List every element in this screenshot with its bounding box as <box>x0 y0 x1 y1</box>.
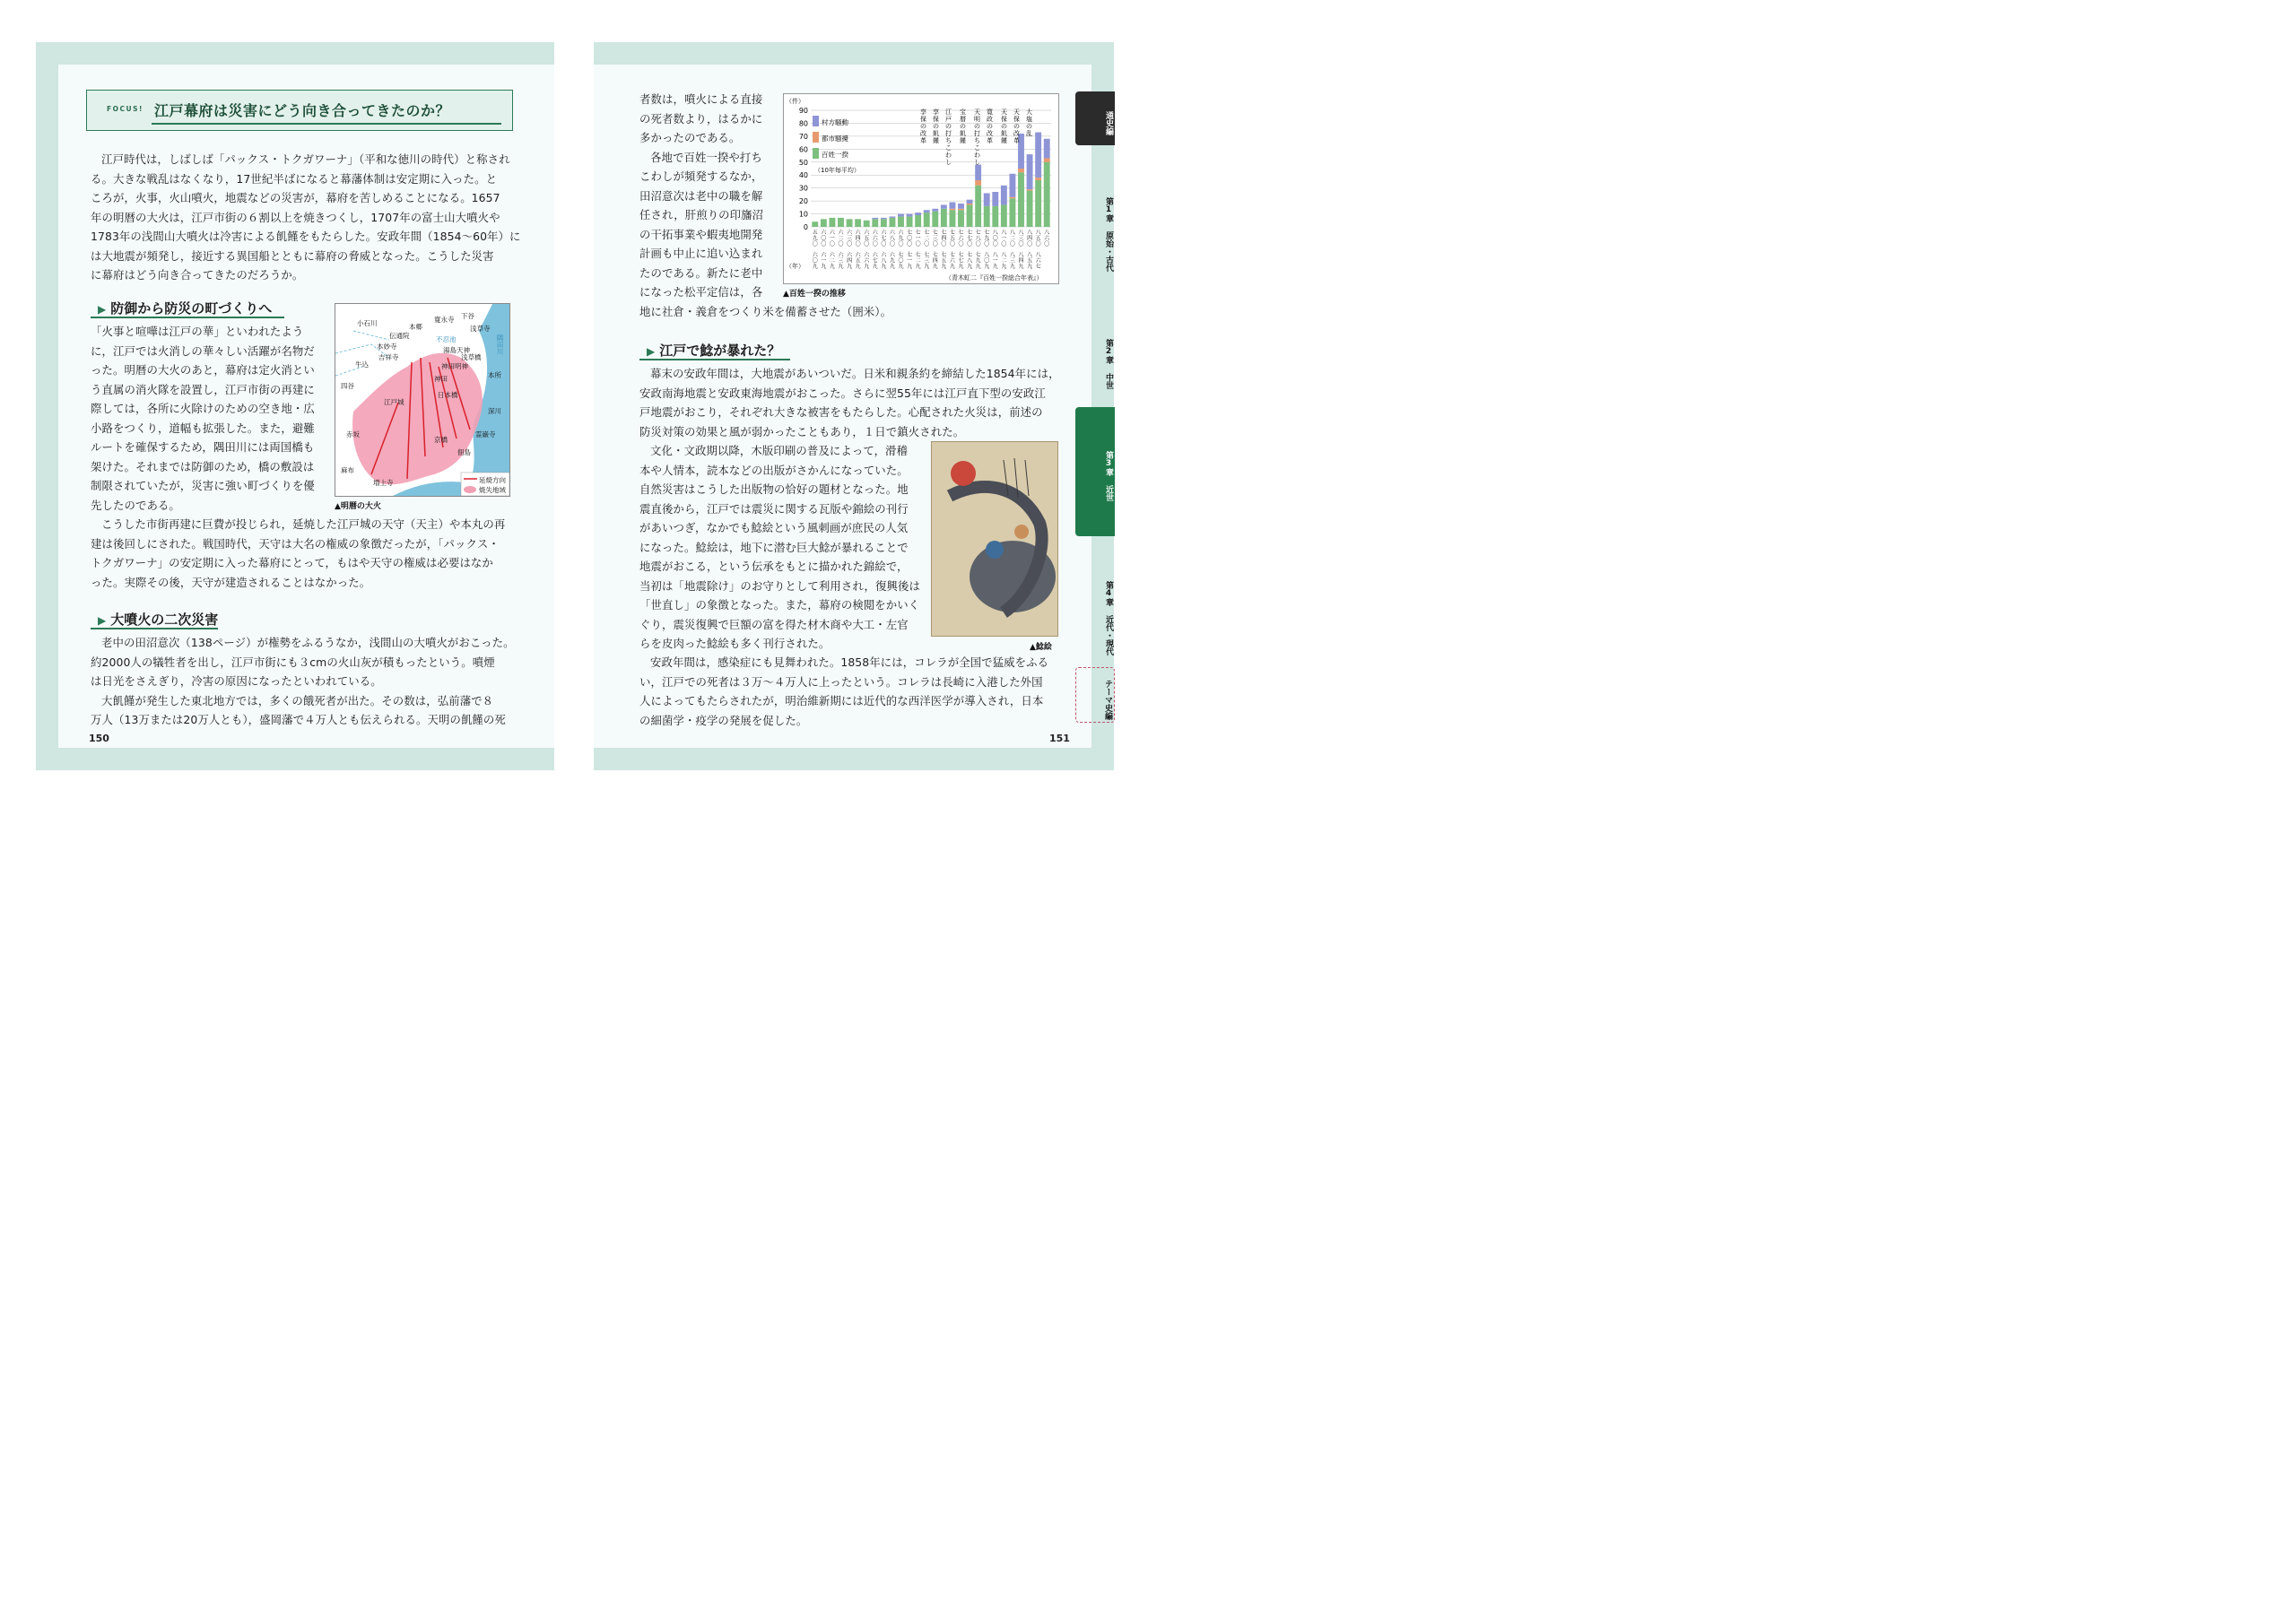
map-label: 小石川 <box>357 319 378 327</box>
chart-xtick-label: 七八〇 <box>975 230 981 247</box>
chart-bar-segment <box>1001 186 1007 205</box>
chart-xtick-label: 六四〇 <box>855 230 861 247</box>
text-line: 制限されていたが，災害に強い町づくりを優 <box>91 479 315 492</box>
chart-xtick-label: 六五九 <box>855 252 861 270</box>
chart-bar-segment <box>1044 158 1050 161</box>
map-label: 江戸城 <box>384 398 404 406</box>
chart-xtick-label: 八〇九 <box>984 252 990 270</box>
chart-annotation: 天保の改革 <box>1013 108 1020 144</box>
image-caption: ▲鯰絵 <box>1030 643 1052 652</box>
chart-bar-segment <box>847 219 853 227</box>
chart-ylabel: （件） <box>786 98 804 105</box>
chart-bar-segment <box>967 204 973 227</box>
text-line: 老中の田沼意次（138ページ）が権勢をふるうなか，浅間山の大噴火がおこった。 <box>101 636 515 649</box>
chart-bar-segment <box>1001 204 1007 227</box>
chart-ytick-label: 40 <box>798 171 808 180</box>
text-line: 地に社倉・義倉をつくり米を備蓄させた（囲米）。 <box>639 304 892 318</box>
focus-box <box>86 90 513 131</box>
section-heading-namazu: ▶ 江戸で鯰が暴れた？ <box>647 341 780 360</box>
chart-bar-segment <box>855 219 861 227</box>
text-line: こわしが頻発するなか， <box>639 169 763 183</box>
text-line: 者数は，噴火による直接 <box>639 92 763 106</box>
text-line: ルートを確保するため，隅田川には両国橋も <box>91 440 315 454</box>
text-line: い，江戸での死者は３万〜４万人に上ったという。コレラは長崎に入港した外国 <box>639 674 1043 689</box>
map-label: 本郷 <box>409 323 422 331</box>
text-line: に，江戸では火消しの華々しい活躍が名物だ <box>91 343 315 358</box>
chart-annotation: 享保の改革 <box>920 108 926 144</box>
map-label: 伝通院 <box>389 332 410 340</box>
chart-bar-segment <box>915 213 921 215</box>
text-line: の干拓事業や蝦夷地開発 <box>639 227 763 241</box>
text-line: 震直後から，江戸では震災に関する瓦版や錦絵の刊行 <box>639 501 909 516</box>
text-line: 多かったのである。 <box>639 131 741 144</box>
chart-source: （青木虹二『百姓一揆総合年表』） <box>945 274 1043 282</box>
chart-xtick-label: 六九〇 <box>898 230 904 247</box>
map-label: 寛永寺 <box>434 316 455 324</box>
chart-xtick-label: 六一〇 <box>829 230 835 247</box>
tab-chapter3[interactable]: 第3章 近世 <box>1075 407 1115 536</box>
chart-annotation: 天保の飢饉 <box>1001 108 1007 144</box>
map-label: 牛込 <box>355 360 369 369</box>
chart-xtick-label: 七六〇 <box>958 230 964 247</box>
chart-xtick-label: 八三九 <box>1009 252 1015 270</box>
chart-legend-swatch <box>813 132 819 143</box>
map-label: 四谷 <box>341 382 354 390</box>
map-label: 霊巌寺 <box>475 430 496 438</box>
chart-bar-segment <box>1035 180 1041 227</box>
map-label: 吉祥寺 <box>378 353 399 361</box>
chart-xtick-label: 七〇〇 <box>907 230 913 247</box>
map-label: 湯島天神 <box>443 346 470 354</box>
chart-xtick-label: 七二〇 <box>924 230 930 247</box>
text-line: 「火事と喧嘩は江戸の華」といわれたよう <box>91 325 304 338</box>
text-line: 建は後回しにされた。戦国時代，天守は大名の権威の象徴だったが，「パックス・ <box>91 536 500 551</box>
text-line: 本や人情本，読本などの出版がさかんになっていた。 <box>639 463 909 477</box>
heading-underline <box>91 317 284 318</box>
text-line: った。実際その後，天守が建造されることはなかった。 <box>91 575 371 589</box>
map-label: 深川 <box>488 407 501 415</box>
chart-ytick-label: 30 <box>798 184 808 193</box>
text-line: たのである。新たに老中 <box>639 265 763 280</box>
map-label: 本妙寺 <box>377 343 397 351</box>
chart-annotation: 江戸の打ちこわし <box>945 108 952 166</box>
text-line: 各地で百姓一揆や打ち <box>650 150 762 164</box>
chart-bar-segment <box>1018 172 1024 227</box>
chart-xtick-label: 八六〇 <box>1044 230 1050 247</box>
text-line: 先したのである。 <box>91 498 180 512</box>
chart-bar-segment <box>984 206 990 227</box>
chart-bar-segment <box>984 193 990 205</box>
map-legend-label: 延焼方向 <box>479 476 506 484</box>
chart-bar-segment <box>1027 189 1033 190</box>
chart-xtick-label: 六七〇 <box>881 230 887 247</box>
chart-xtick-label: 七〇九 <box>898 252 904 270</box>
chart-bar-segment <box>907 214 913 217</box>
map-label: 京橋 <box>434 436 448 444</box>
text-line: 当初は「地震除け」のお守りとして利用され，復興後は <box>639 578 921 593</box>
chart-ytick-label: 20 <box>798 197 808 206</box>
chart-xtick-label: 六九九 <box>889 252 895 270</box>
chart-bar-segment <box>1009 198 1015 227</box>
map-label: 浅草寺 <box>470 325 491 333</box>
chart-bar-segment <box>975 165 981 180</box>
chart-legend-swatch <box>813 148 819 159</box>
chart-xtick-label: 六二〇 <box>838 230 844 247</box>
chart-bar-segment <box>941 204 947 208</box>
tab-chapter2[interactable]: 第2章 中世 <box>1104 339 1113 389</box>
chart-xtick-label: 六八〇 <box>889 230 895 247</box>
chart-bar-segment <box>932 209 938 212</box>
tab-tsushi[interactable]: 通史編 <box>1075 91 1115 145</box>
text-line: 自然災害はこうした出版物の恰好の題材となった。地 <box>639 482 909 496</box>
chart-xtick-label: 七七九 <box>958 252 964 270</box>
chart-bar-segment <box>949 210 955 227</box>
chart-bar-segment <box>1044 139 1050 159</box>
chart-legend-label: 都市騒擾 <box>822 135 848 143</box>
chart-ytick-label: 70 <box>798 132 808 141</box>
chart-ytick-label: 60 <box>798 145 808 154</box>
chart-bar-segment <box>881 219 887 227</box>
chart-xtick-label: 六〇〇 <box>821 230 827 247</box>
chart-legend-swatch <box>813 116 819 126</box>
section1-paragraph <box>91 322 315 515</box>
map-label: 本所 <box>488 371 501 379</box>
text-line: 田沼意次は老中の職を解 <box>639 188 763 203</box>
chart-xtick-label: 六四九 <box>847 252 853 270</box>
chart-annotation: 天明の打ちこわし <box>974 108 980 166</box>
chart-ytick-label: 80 <box>798 119 808 128</box>
map-label: 下谷 <box>461 312 474 320</box>
text-line: に幕府はどう向き合ってきたのだろうか。 <box>91 268 304 282</box>
text-line: 人によってもたらされたが，明治維新期には近代的な西洋医学が導入され，日本 <box>639 694 1044 707</box>
map-label: 佃島 <box>457 448 471 456</box>
text-line: らを皮肉った鯰絵も多く刊行された。 <box>639 637 831 650</box>
chart-xtick-label: 七四〇 <box>941 230 947 247</box>
map-label: 増上寺 <box>373 479 394 487</box>
chart-bar-segment <box>958 210 964 227</box>
chart-bar-segment <box>829 218 835 227</box>
text-line: 架けた。それまでは防御のため，橋の敷設は <box>91 459 315 473</box>
chart-bar-segment <box>992 206 998 227</box>
page-number-right: 151 <box>1049 733 1070 744</box>
chart-bar-segment <box>949 209 955 210</box>
map-label: 赤坂 <box>346 430 360 438</box>
chart-bar-segment <box>889 218 895 227</box>
chart-bar-segment <box>907 216 913 227</box>
chart-xtick-label: 六七九 <box>872 252 878 270</box>
chart-legend-note: （10年毎平均） <box>814 167 860 174</box>
text-line: こうした市街再建に巨費が投じられ，延焼した江戸城の天守（天主）や本丸の再 <box>101 517 506 531</box>
chart-xtick-label: 六〇九 <box>812 252 818 270</box>
text-line: 安政南海地震と安政東海地震がおこった。さらに翌55年には江戸直下型の安政江 <box>639 386 1046 400</box>
map-caption: ▲明暦の大火 <box>335 502 381 511</box>
chart-bar-segment <box>958 209 964 210</box>
section3-paragraph <box>639 364 1060 441</box>
tab-chapter1[interactable]: 第1章 原始・古代 <box>1104 196 1113 272</box>
map-label: 麻布 <box>341 466 354 474</box>
chart-xtick-label: 七三〇 <box>932 230 938 247</box>
chart-xtick-label: 七四九 <box>932 252 938 270</box>
chart-bar-segment <box>975 186 981 227</box>
chart-xtick-label: 六六九 <box>864 252 870 270</box>
chart-xtick-label: 八四九 <box>1018 252 1024 270</box>
text-line: る。大きな戦乱はなくなり，17世紀半ばになると幕藩体制は安定期に入った。と <box>91 171 498 186</box>
text-line: 計画も中止に追い込まれ <box>639 247 763 260</box>
text-line: 1783年の浅間山大噴火は冷害による飢饉をもたらした。安政年間（1854〜60年）に <box>91 230 521 243</box>
page-number-left: 150 <box>89 733 109 744</box>
chart-xtick-label: 八六七 <box>1035 252 1041 270</box>
text-line: の細菌学・疫学の発展を促した。 <box>639 713 808 727</box>
chart-bar-segment <box>1027 154 1033 189</box>
chart-annotation: 宝暦の飢饉 <box>960 108 966 144</box>
map-label: 隅田川 <box>496 334 504 355</box>
chart-xtick-label: 八三〇 <box>1018 230 1024 247</box>
chart-xtick-label: 六五〇 <box>864 230 870 247</box>
chart-bar-segment <box>1009 197 1015 198</box>
section3-end-paragraph <box>639 653 1048 730</box>
namazue-image <box>931 441 1058 637</box>
chart-ytick-label: 0 <box>803 223 808 231</box>
chart-ytick-label: 50 <box>798 158 808 167</box>
focus-title: 江戸幕府は災害にどう向き合ってきたのか？ <box>154 102 451 119</box>
chart-bar-segment <box>915 215 921 227</box>
chart-xtick-label: 七八九 <box>967 252 973 270</box>
text-line: 文化・文政期以降，木版印刷の普及によって，滑稽 <box>650 444 909 457</box>
chart-svg <box>784 94 1060 285</box>
map-label: 不忍池 <box>436 335 457 343</box>
chart-bar-segment <box>1044 162 1050 227</box>
text-line: 江戸時代は，しばしば「パックス・トクガワーナ」（平和な徳川の時代）と称され <box>101 152 510 166</box>
chart-xtick-label: 六三九 <box>838 252 844 270</box>
chart-xtick-label: 七五九 <box>941 252 947 270</box>
text-line: 際しては，各所に火除けのための空き地・広 <box>91 402 315 415</box>
chart-xtick-label: 六一九 <box>821 252 827 270</box>
chart-bar-segment <box>975 180 981 186</box>
chart-xtick-label: 七一九 <box>907 252 913 270</box>
chart-bar-segment <box>1027 191 1033 227</box>
chart-bar-segment <box>967 200 973 204</box>
ikki-chart <box>783 93 1059 284</box>
chart-bar-segment <box>889 216 895 217</box>
text-line: った。明暦の大火のあと，幕府は定火消とい <box>91 363 315 377</box>
text-line: 任され，肝煎りの印旛沼 <box>639 208 764 221</box>
text-line: は大地震が頻発し，接近する異国船とともに幕府の脅威となった。こうした災害 <box>91 248 494 263</box>
map-label: 日本橋 <box>438 391 458 399</box>
text-line: 約2000人の犠牲者を出し，江戸市街にも３cmの火山灰が積もったという。噴煙 <box>91 655 495 669</box>
chart-ytick-label: 10 <box>798 210 808 219</box>
text-line: ぐり，震災復興で巨額の富を得た材木商や大工・左官 <box>639 617 909 631</box>
chart-xtick-label: 七二九 <box>915 252 921 270</box>
chart-xtick-label: 八二〇 <box>1009 230 1015 247</box>
section3-left-paragraph <box>639 441 920 654</box>
chart-bar-segment <box>949 203 955 209</box>
namazue-illustration <box>932 442 1058 637</box>
chart-bar-segment <box>898 216 904 227</box>
chart-bar-segment <box>872 218 878 219</box>
heading-underline <box>639 359 790 360</box>
chart-bar-segment <box>881 218 887 219</box>
chart-xtick-label: 六三〇 <box>847 230 853 247</box>
chart-caption: ▲百姓一揆の推移 <box>783 290 846 299</box>
chart-xtick-label: 七五〇 <box>949 230 955 247</box>
chart-xtick-label: 七六九 <box>949 252 955 270</box>
chart-bar-segment <box>1035 178 1041 180</box>
chart-bar-segment <box>992 192 998 206</box>
chart-xtick-label: 七三九 <box>924 252 930 270</box>
chart-annotation: 享保の飢饉 <box>933 108 939 144</box>
map-label: 神田明神 <box>441 362 468 370</box>
chart-xtick-label: 八〇〇 <box>992 230 998 247</box>
chart-legend-label: 村方騒動 <box>822 118 848 126</box>
text-line: 防災対策の効果と風が弱かったこともあり，１日で鎮火された。 <box>639 424 965 438</box>
chart-annotation: 大塩の乱 <box>1026 108 1032 137</box>
text-line: 安政年間は，感染症にも見舞われた。1858年には，コレラが全国で猛威をふる <box>650 655 1049 669</box>
chart-xtick-label: 八二九 <box>1001 252 1007 270</box>
chart-bar-segment <box>872 219 878 227</box>
text-line: 年の明暦の大火は，江戸市街の６割以上を焼きつくし，1707年の富士山大噴火や <box>91 210 500 224</box>
chart-xtick-label: 六六〇 <box>872 230 878 247</box>
tab-theme[interactable]: テーマ史編 <box>1075 667 1115 723</box>
text-line: 万人（13万または20万人とも），盛岡藩で４万人とも伝えられる。天明の飢饉の死 <box>91 713 506 726</box>
heading-underline <box>91 628 218 629</box>
chart-xtick-label: 八五九 <box>1027 252 1033 270</box>
section-heading-funka: ▶ 大噴火の二次災害 <box>98 610 218 629</box>
text-line: の死者数より，はるかに <box>639 111 763 126</box>
chart-bar-segment <box>898 214 904 217</box>
text-line: 地震がおこる，という伝承をもとに描かれた錦絵で， <box>639 560 909 573</box>
chart-bar-segment <box>932 212 938 227</box>
chart-xtick-label: 七九〇 <box>984 230 990 247</box>
chart-bar-segment <box>812 221 818 227</box>
text-line: になった。鯰絵は，地下に潜む巨大鯰が暴れることで <box>639 540 909 554</box>
chart-xtick-label: 八一〇 <box>1001 230 1007 247</box>
chart-bar-segment <box>1009 174 1015 197</box>
tab-chapter4[interactable]: 第4章 近代・現代 <box>1104 580 1113 655</box>
text-line: う直属の消火隊を設置し，江戸市街の再建に <box>91 382 315 396</box>
chart-bar-segment <box>864 221 870 227</box>
chart-xtick-label: 八五〇 <box>1035 230 1041 247</box>
text-line: 小路をつくり，道幅も拡張した。また，避難 <box>91 421 315 435</box>
text-line: 戸地震がおこり，それぞれ大きな被害をもたらした。心配された火災は，前述の <box>639 405 1043 419</box>
chart-xtick-label: 七七〇 <box>967 230 973 247</box>
chart-xtick-label: 五九〇 <box>812 230 818 247</box>
section-heading-bousai: ▶ 防御から防災の町づくりへ <box>98 299 272 317</box>
text-line: があいつぎ，なかでも鯰絵という風刺画が庶民の人気 <box>639 521 909 534</box>
section1-full-paragraph <box>91 515 505 592</box>
chart-bar-segment <box>924 210 930 213</box>
text-line: 幕末の安政年間は，大地震があいついだ。日米和親条約を締結した1854年には， <box>650 367 1060 380</box>
chart-bar-segment <box>821 219 827 227</box>
chart-xtick-label: 八一九 <box>992 252 998 270</box>
focus-underline <box>152 123 501 125</box>
chart-legend-label: 百姓一揆 <box>822 151 848 159</box>
chart-xtick-label: 八四〇 <box>1027 230 1033 247</box>
chart-annotation: 寛政の改革 <box>987 108 993 144</box>
text-line: ころが，火事，火山噴火，地震などの災害が，幕府を苦しめることになる。1657 <box>91 191 500 204</box>
chart-xtick-label: 六二九 <box>829 252 835 270</box>
map-label: 神田 <box>434 375 448 383</box>
focus-tag: FOCUS! <box>107 105 144 113</box>
text-line: は日光をさえぎり，冷害の原因になったといわれている。 <box>91 674 382 688</box>
chart-xtick-label: 六八九 <box>881 252 887 270</box>
chart-bar-segment <box>838 218 844 227</box>
map-label: 浅草橋 <box>461 353 482 361</box>
text-line: トクガワーナ」の安定期に入った幕府にとって，もはや天守の権威は必要はなか <box>91 556 493 569</box>
map-legend-label: 焼失地域 <box>479 486 506 494</box>
chart-bar-segment <box>941 209 947 227</box>
text-line: になった松平定信は，各 <box>639 285 763 299</box>
chart-bar-segment <box>1018 169 1024 172</box>
meireki-fire-map <box>335 303 510 497</box>
intro-paragraph <box>91 150 521 285</box>
chart-ytick-label: 90 <box>798 107 808 115</box>
chart-bar-segment <box>958 204 964 209</box>
chart-xtick-label: 七九九 <box>975 252 981 270</box>
text-line: 大飢饉が発生した東北地方では，多くの餓死者が出た。その数は，弘前藩で８ <box>101 693 494 707</box>
chart-xtick-label: 七一〇 <box>915 230 921 247</box>
chart-bar-segment <box>1035 133 1041 178</box>
text-line: 「世直し」の象徴となった。また，幕府の検閲をかいく <box>639 598 920 612</box>
section2-paragraph <box>91 633 515 730</box>
chart-bar-segment <box>924 213 930 227</box>
chart-xlabel: （年） <box>786 263 804 270</box>
